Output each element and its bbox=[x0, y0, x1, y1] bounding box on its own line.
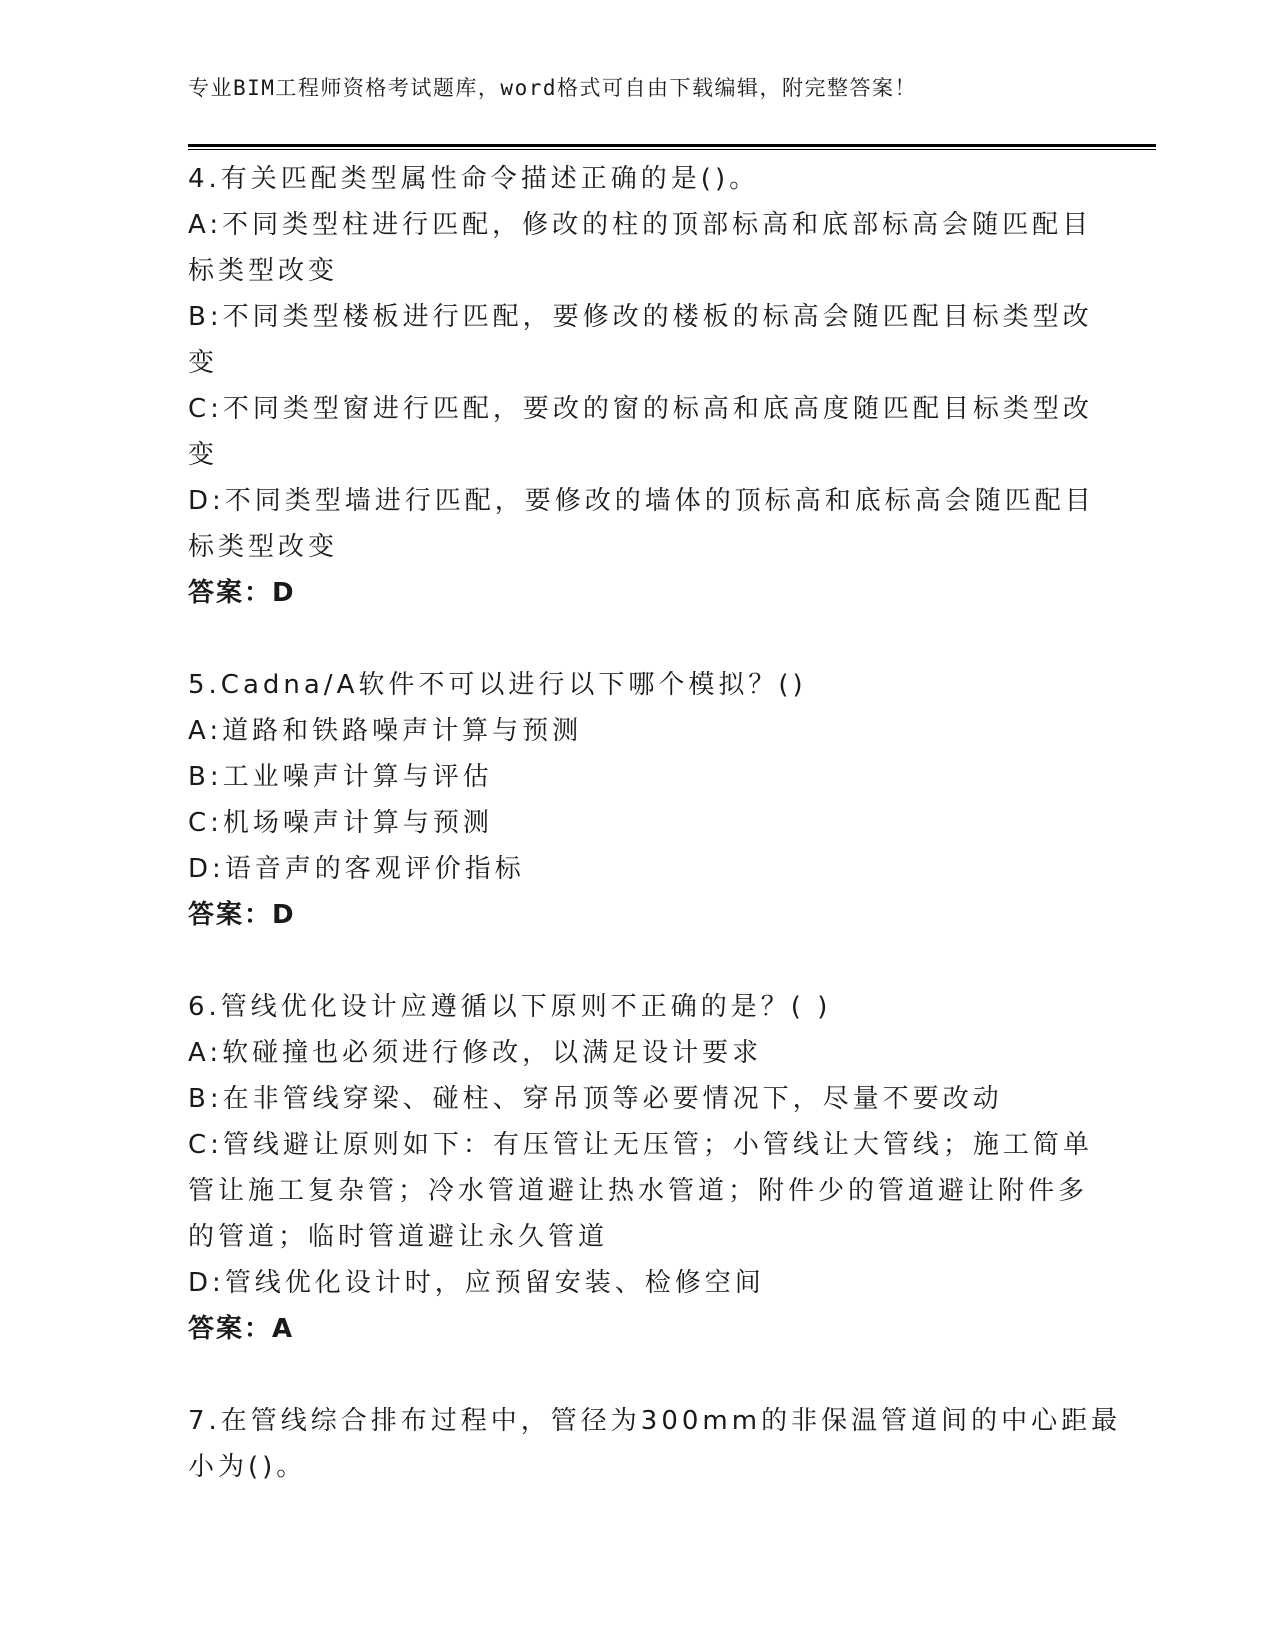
answer: 答案：A bbox=[188, 1314, 295, 1344]
question-text: 6.管线优化设计应遵循以下原则不正确的是？( ) bbox=[188, 992, 832, 1022]
option-b: B:不同类型楼板进行匹配，要修改的楼板的标高会随匹配目标类型改 bbox=[188, 302, 1093, 332]
option-c: C:不同类型窗进行匹配，要改的窗的标高和底高度随匹配目标类型改 bbox=[188, 394, 1093, 424]
option-c-continued: 的管道；临时管道避让永久管道 bbox=[188, 1222, 609, 1252]
option-a: A:道路和铁路噪声计算与预测 bbox=[188, 716, 583, 746]
document-header: 专业BIM工程师资格考试题库，word格式可自由下载编辑，附完整答案！ bbox=[188, 76, 917, 100]
option-b-continued: 变 bbox=[188, 348, 219, 378]
option-d: D:不同类型墙进行匹配，要修改的墙体的顶标高和底标高会随匹配目 bbox=[188, 486, 1095, 516]
header-rule-thin bbox=[188, 149, 1156, 150]
question-block bbox=[188, 1398, 1122, 1490]
spacer bbox=[188, 1352, 1068, 1398]
option-b: B:工业噪声计算与评估 bbox=[188, 762, 493, 792]
question-text-continued: 小为()。 bbox=[188, 1452, 307, 1482]
spacer bbox=[188, 616, 1068, 662]
option-d: D:管线优化设计时，应预留安装、检修空间 bbox=[188, 1268, 765, 1298]
option-c-continued: 管让施工复杂管；冷水管道避让热水管道；附件少的管道避让附件多 bbox=[188, 1176, 1089, 1206]
spacer bbox=[188, 938, 1068, 984]
header-rule-thick bbox=[188, 144, 1156, 147]
option-a: A:不同类型柱进行匹配，修改的柱的顶部标高和底部标高会随匹配目 bbox=[188, 210, 1093, 240]
option-a-continued: 标类型改变 bbox=[188, 256, 339, 286]
question-block bbox=[188, 662, 1068, 938]
question-block bbox=[188, 156, 1095, 616]
option-d-continued: 标类型改变 bbox=[188, 532, 339, 562]
question-text: 4.有关匹配类型属性命令描述正确的是()。 bbox=[188, 164, 760, 194]
question-text: 5.Cadna/A软件不可以进行以下哪个模拟？() bbox=[188, 670, 807, 700]
option-d: D:语音声的客观评价指标 bbox=[188, 854, 525, 884]
question-text: 7.在管线综合排布过程中，管径为300mm的非保温管道间的中心距最 bbox=[188, 1406, 1122, 1436]
option-c: C:机场噪声计算与预测 bbox=[188, 808, 493, 838]
option-c-continued: 变 bbox=[188, 440, 219, 470]
answer: 答案：D bbox=[188, 578, 296, 608]
question-list bbox=[188, 156, 1122, 1490]
question-block bbox=[188, 984, 1093, 1352]
option-c: C:管线避让原则如下：有压管让无压管；小管线让大管线；施工简单 bbox=[188, 1130, 1093, 1160]
option-b: B:在非管线穿梁、碰柱、穿吊顶等必要情况下，尽量不要改动 bbox=[188, 1084, 1003, 1114]
option-a: A:软碰撞也必须进行修改，以满足设计要求 bbox=[188, 1038, 763, 1068]
answer: 答案：D bbox=[188, 900, 296, 930]
